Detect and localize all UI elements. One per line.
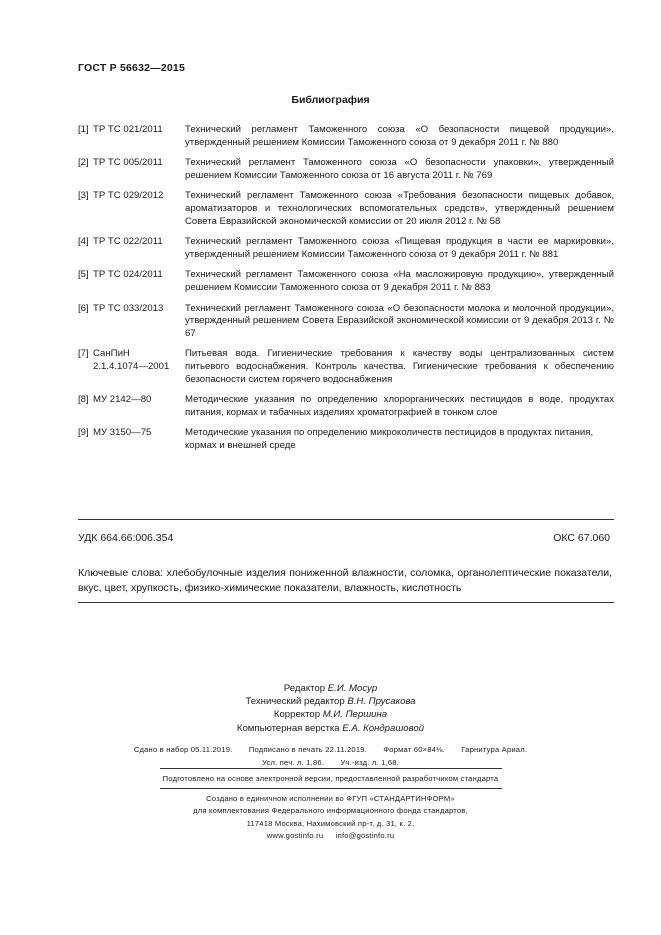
bibliography-list (78, 124, 614, 460)
bibliography-item-number: [7] (78, 348, 89, 360)
publisher-line: для комплектования Федерального информационного фонда стандартов, (193, 806, 468, 815)
bibliography-item (78, 394, 614, 419)
print-info-line (0, 743, 661, 756)
typeface: Гарнитура Ариал. (461, 745, 528, 754)
oks-code: ОКС 67.060 (553, 532, 610, 544)
bibliography-item-code: ТР ТС 021/2011 (93, 124, 163, 135)
bibliography-item-number: [2] (78, 157, 89, 169)
bibliography-item-description: Технический регламент Таможенного союза «На масложировую продукцию», утвержденный решением Комиссии Таможенного союза от 9 декабря 2011 г. № 883 (185, 269, 614, 293)
bibliography-item-code: ТР ТС 024/2011 (93, 269, 163, 281)
address-block (0, 818, 661, 841)
keywords-paragraph: Ключевые слова: хлебобулочные изделия пониженной влажности, соломка, органолептические показатели, вкус, цвет, хрупкость, физико-химические показатели, влажность, кислотность (78, 567, 612, 594)
paper-format: Формат 60×84⅛. (383, 745, 445, 754)
bibliography-item-code (93, 348, 185, 386)
credit-line (0, 708, 661, 721)
credit-name: В.Н. Прусакова (347, 696, 416, 708)
bibliography-item-code-line: 2.1.4.1074—2001 (93, 360, 170, 372)
prepared-note: Подготовлено на основе электронной версии, предоставленной разработчиком стандарта (162, 774, 499, 783)
postal-address: 117418 Москва, Нахимовский пр-т, д. 31, к. 2. (246, 819, 415, 828)
bibliography-item (78, 157, 614, 182)
credit-name: М.И. Першина (322, 709, 388, 721)
classification-row (78, 532, 610, 544)
top-divider (78, 519, 614, 520)
bibliography-item-number: [9] (78, 427, 89, 439)
bibliography-item-description: Питьевая вода. Гигиенические требования к качеству воды централизованных систем питьевого водоснабжения. Контроль качества. Гигиенические требования к обеспечению безопасности систем горячего водоснабжения (185, 348, 614, 385)
publisher-block (0, 793, 661, 817)
bibliography-item-description: Технический регламент Таможенного союза «Требования безопасности пищевых добавок, ароматизаторов и технологических вспомогательных средств», утвержденный решением Совета Евразийской экономической комиссии от 20 июля 2012 г. № 58 (185, 190, 614, 227)
bibliography-item-description: Технический регламент Таможенного союза «О безопасности упаковки», утвержденный решением Комиссии Таможенного союза от 16 августа 2011 г. № 769 (185, 157, 614, 181)
submitted-date: Сдано в набор 05.11.2019. (133, 745, 233, 754)
bibliography-item-code: МУ 2142—80 (93, 394, 152, 406)
bibliography-item-description: Методические указания по определению хлорорганических пестицидов в воде, продуктах питания, кормах и табачных изделиях хроматографией в тонком слое (185, 394, 614, 418)
email-link[interactable]: info@gostinfo.ru (335, 830, 395, 840)
bibliography-item-number: [4] (78, 236, 89, 248)
bibliography-item (78, 124, 614, 149)
credit-role: Компьютерная верстка (236, 722, 340, 734)
bibliography-item (78, 190, 614, 228)
bibliography-item-code: ТР ТС 022/2011 (93, 236, 163, 248)
publishing-sheets: Уч.-изд. л. 1,68. (340, 758, 400, 767)
bibliography-item-number: [8] (78, 394, 89, 406)
credit-role: Редактор (283, 683, 326, 694)
bibliography-item-code: МУ 3150—75 (93, 427, 152, 439)
bibliography-item-number: [1] (78, 124, 89, 135)
bibliography-item-number: [6] (78, 302, 89, 314)
keywords-divider (78, 602, 614, 603)
publisher-line: Создано в единичном исполнении во ФГУП «СТАНДАРТИНФОРМ» (206, 794, 455, 803)
credit-name: Е.И. Мосур (327, 683, 378, 694)
credit-role: Технический редактор (245, 696, 345, 708)
credit-name: Е.А. Кондрашовой (342, 722, 425, 734)
bibliography-item-description: Методические указания по определению микроколичеств пестицидов в продуктах питания, кормах и внешней среде (185, 427, 594, 451)
bibliography-item (78, 348, 614, 386)
print-sheets: Усл. печ. л. 1,86. (261, 758, 325, 767)
credits-block (0, 682, 661, 735)
bibliography-item-number: [3] (78, 190, 89, 202)
standard-header: ГОСТ Р 56632—2015 (78, 62, 186, 74)
website-link[interactable]: www.gostinfo.ru (266, 830, 324, 840)
bibliography-item (78, 303, 614, 341)
bibliography-item (78, 427, 614, 452)
signed-date: Подписано в печать 22.11.2019. (248, 745, 367, 754)
udk-code: УДК 664.66:006.354 (78, 532, 174, 544)
publisher-divider (160, 788, 502, 789)
contact-line (0, 830, 661, 842)
credit-line (0, 722, 661, 735)
print-divider (160, 768, 502, 769)
bibliography-item-description: Технический регламент Таможенного союза «Пищевая продукция в части ее маркировки», утвержденный решением Комиссии Таможенного союза от 9 декабря 2011 г. № 881 (185, 236, 614, 260)
bibliography-item-code: ТР ТС 029/2012 (93, 190, 164, 202)
credit-line (0, 695, 661, 708)
bibliography-item-code: ТР ТС 005/2011 (93, 157, 163, 169)
bibliography-item-description: Технический регламент Таможенного союза «О безопасности молока и молочной продукции», утвержденный решением Совета Евразийской экономической комиссии от 9 декабря 2013 г. № 67 (185, 302, 614, 339)
bibliography-item-description: Технический регламент Таможенного союза «О безопасности пищевой продукции», утвержденный решением Комиссии Таможенного союза от 9 декабря 2011 г. № 880 (185, 124, 614, 148)
bibliography-item-code-line: СанПиН (93, 348, 130, 360)
bibliography-title: Библиография (291, 94, 370, 106)
credit-role: Корректор (273, 709, 321, 721)
bibliography-item-number: [5] (78, 269, 89, 281)
bibliography-item-code: ТР ТС 033/2013 (93, 302, 164, 314)
bibliography-item (78, 236, 614, 261)
print-info (0, 743, 661, 769)
credit-line (0, 682, 661, 695)
bibliography-item (78, 269, 614, 294)
